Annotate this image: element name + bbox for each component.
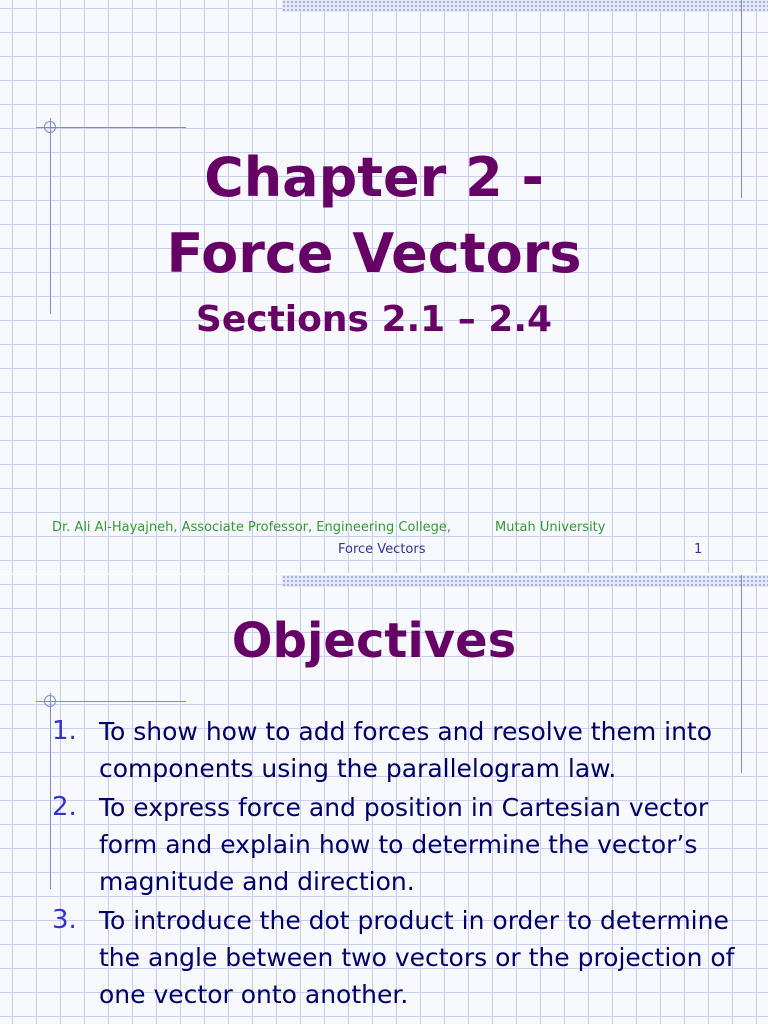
- objectives-list: [52, 713, 752, 1015]
- footer-author: Dr. Ali Al-Hayajneh, Associate Professor, Engineering College,: [52, 520, 452, 535]
- decorative-dot-band: [282, 0, 768, 12]
- list-item: [52, 713, 752, 787]
- list-item: [52, 902, 752, 1013]
- slide-title: Objectives: [231, 613, 517, 669]
- list-text: To introduce the dot product in order to determine the angle between two vectors or the projection of one vector onto another.: [99, 906, 735, 1009]
- list-item: [52, 789, 752, 900]
- footer-center-title: Force Vectors: [338, 542, 426, 557]
- decorative-circle: [44, 121, 56, 133]
- list-text: To express force and position in Cartesian vector form and explain how to determine the vector’s magnitude and direction.: [99, 793, 709, 896]
- decorative-horizontal-line: [36, 701, 186, 702]
- list-text: To show how to add forces and resolve them into components using the parallelogram law.: [99, 717, 713, 783]
- slide-title-line2: Force Vectors: [166, 222, 582, 285]
- slide-subtitle: Sections 2.1 – 2.4: [195, 299, 553, 340]
- decorative-circle: [44, 695, 56, 707]
- decorative-horizontal-line: [36, 127, 186, 128]
- decorative-vertical-line: [50, 693, 51, 889]
- slide-title-line1: Chapter 2 -: [204, 146, 544, 209]
- list-number: 3.: [52, 905, 77, 935]
- list-number: 1.: [52, 716, 77, 746]
- footer-university: Mutah University: [495, 520, 606, 535]
- list-number: 2.: [52, 792, 77, 822]
- objectives-slide: [0, 575, 768, 1024]
- decorative-dot-band: [282, 575, 768, 587]
- page-number: 1: [694, 542, 703, 557]
